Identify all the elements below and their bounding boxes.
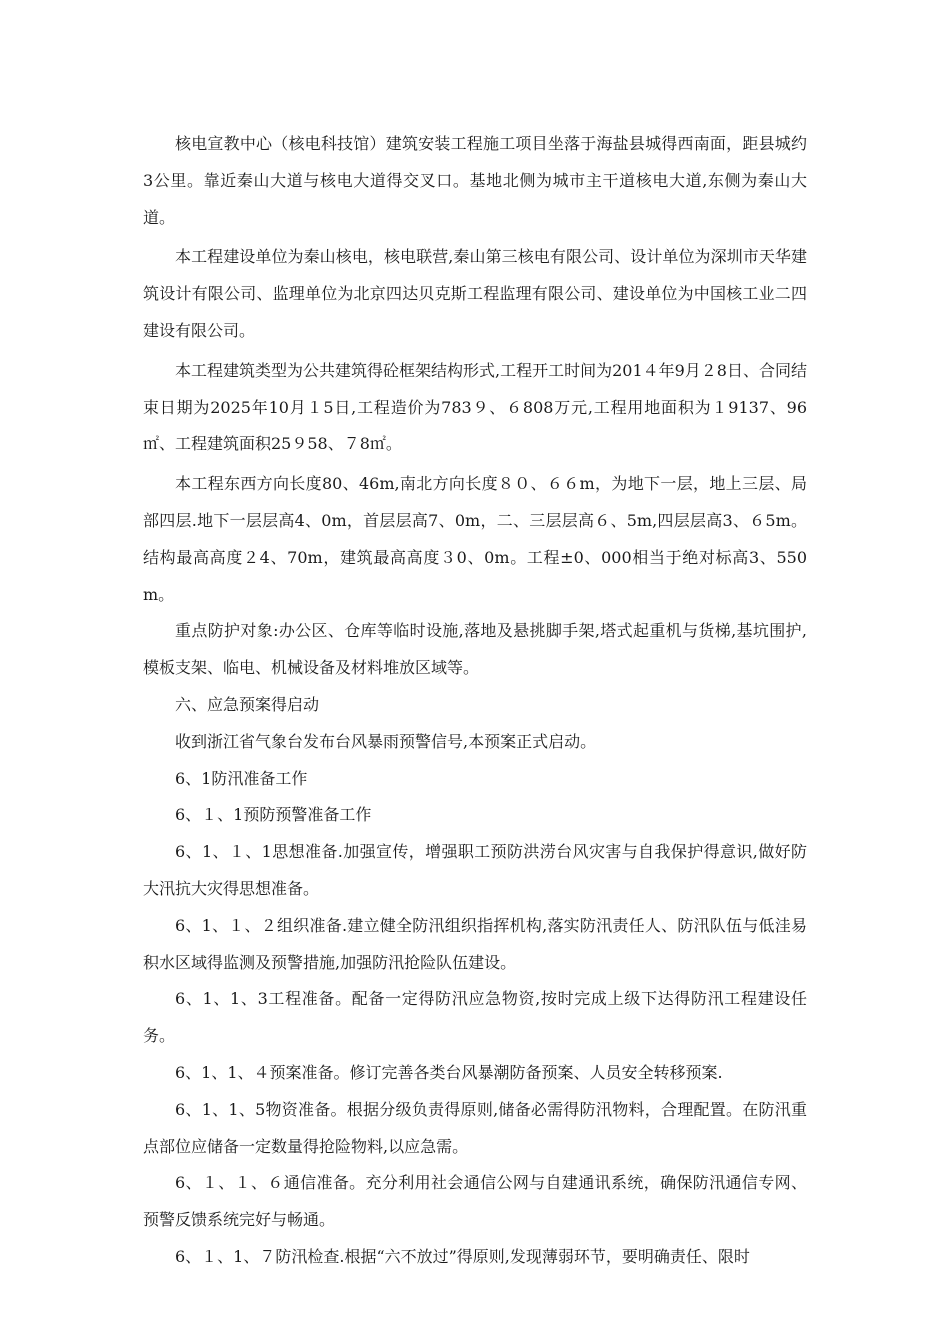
paragraph-material-preparation: 6、1、1、5物资准备。根据分级负责得原则,储备必需得防汛物料，合理配置。在防汛重点部位应储备一定数量得抢险物料,以应急需。 (143, 1099, 807, 1156)
paragraph-building-type: 本工程建筑类型为公共建筑得砼框架结构形式,工程开工时间为201４年9月２8日、合同结束日期为2025年10月１5日,工程造价为783９、６808万元,工程用地面积为１9137、96㎡、工程建筑面积25９58、７8㎡。 (143, 360, 807, 454)
paragraph-communication-preparation: 6、１、１、６通信准备。充分利用社会通信公网与自建通讯系统，确保防汛通信专网、预警反馈系统完好与畅通。 (143, 1173, 807, 1230)
paragraph-mental-preparation: 6、1、１、1思想准备.加强宣传，增强职工预防洪涝台风灾害与自我保护得意识,做好防大汛抗大灾得思想准备。 (143, 842, 807, 898)
paragraph-flood-inspection: 6、１、1、７防汛检查.根据“六不放过”得原则,发现薄弱环节，要明确责任、限时 (175, 1246, 750, 1266)
paragraph-project-location: 核电宣教中心（核电科技馆）建筑安装工程施工项目坐落于海盐县城得西南面，距县城约3公里。靠近秦山大道与核电大道得交叉口。基地北侧为城市主干道核电大道,东侧为秦山大道。 (143, 134, 807, 227)
paragraph-participating-units: 本工程建设单位为秦山核电，核电联营,秦山第三核电有限公司、设计单位为深圳市天华建筑设计有限公司、监理单位为北京四达贝克斯工程监理有限公司、建设单位为中国核工业二四建设有限公司。 (143, 247, 807, 340)
paragraph-activation-trigger: 收到浙江省气象台发布台风暴雨预警信号,本预案正式启动。 (175, 731, 597, 751)
document-body (143, 126, 807, 1276)
subsection-heading-prevention-warning: 6、１、1预防预警准备工作 (175, 805, 372, 825)
paragraph-dimensions: 本工程东西方向长度80、46m,南北方向长度８０、６６m，为地下一层，地上三层、局部四层.地下一层层高4、0m，首层层高7、0m，二、三层层高６、5m,四层层高3、６5m。结构最高高度２4、70m，建筑最高高度３0、0m。工程±0、000相当于绝对标高3、550m。 (143, 474, 807, 604)
section-heading-flood-preparation: 6、1防汛准备工作 (175, 768, 308, 788)
paragraph-protection-targets: 重点防护对象:办公区、仓库等临时设施,落地及悬挑脚手架,塔式起重机与货梯,基坑围护,模板支架、临电、机械设备及材料堆放区域等。 (143, 621, 807, 678)
section-heading-plan-activation: 六、应急预案得启动 (175, 694, 320, 714)
paragraph-plan-preparation: 6、1、1、４预案准备。修订完善各类台风暴潮防备预案、人员安全转移预案. (175, 1062, 723, 1082)
paragraph-engineering-preparation: 6、1、1、3工程准备。配备一定得防汛应急物资,按时完成上级下达得防汛工程建设任务。 (143, 989, 807, 1046)
paragraph-organization-preparation: 6、1、１、２组织准备.建立健全防汛组织指挥机构,落实防汛责任人、防汛队伍与低洼易积水区域得监测及预警措施,加强防汛抢险队伍建设。 (143, 915, 807, 972)
